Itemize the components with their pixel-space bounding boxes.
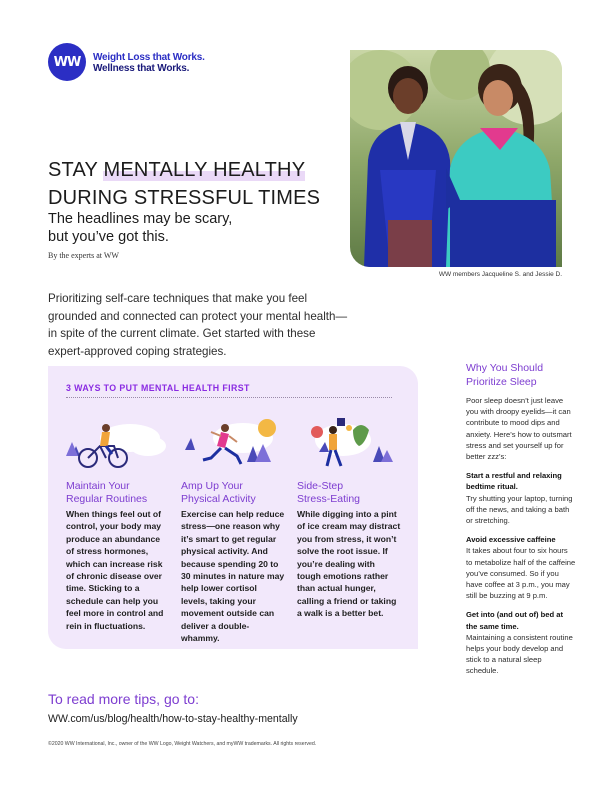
two-women-photo-illustration: [350, 50, 562, 267]
ww-logo: [48, 43, 86, 81]
way-body: While digging into a pint of ice cream may distract you from stress, it won’t solve the root issue. If you’re dealing with tough emotions rather than actual hunger, calling a friend or taking a walk is a better bet.: [297, 509, 401, 619]
runner-icon: [181, 416, 285, 472]
title-line-2: DURING STRESSFUL TIMES: [48, 187, 321, 209]
title-highlight: MENTALLY HEALTHY: [103, 159, 306, 181]
logo-text: WW: [53, 54, 81, 70]
dotted-divider: [66, 397, 392, 398]
page-title: [48, 156, 348, 212]
way-title: [181, 480, 285, 505]
title-line-1: [48, 156, 348, 184]
way-body: When things feel out of control, your body may produce an abundance of stress hormones, which can increase risk of chronic disease over time. Sticking to a schedule can help you feel more in control and rein in fluctuations.: [66, 509, 164, 631]
sleep-sidebar: [466, 362, 576, 677]
subtitle-line-2: but you’ve got this.: [48, 229, 169, 245]
title-prefix: STAY: [48, 159, 104, 181]
subtitle-line-1: The headlines may be scary,: [48, 211, 233, 227]
tip-heading: Avoid excessive caffeine: [466, 535, 556, 545]
hero-photo: [350, 50, 562, 267]
tip-body: It takes about four to six hours to metabolize half of the caffeine you’ve consumed. So if you have coffee at 3 p.m., you may still be buzzing at 9 p.m.: [466, 546, 576, 601]
sleep-tip: [466, 609, 576, 676]
photo-caption: WW members Jacqueline S. and Jessie D.: [438, 271, 562, 278]
sleep-tip: [466, 470, 576, 526]
sidebar-intro: Poor sleep doesn’t just leave you with droopy eyelids—it can contribute to mood dips and anxiety. Here’s how to outsmart stress and set yourself up for better zzz’s:: [466, 396, 572, 462]
byline: By the experts at WW: [48, 251, 119, 260]
ways-heading: 3 WAYS TO PUT MENTAL HEALTH FIRST: [66, 383, 250, 393]
tagline-line-1: Weight Loss that Works.: [93, 52, 205, 63]
way-item-eating: [297, 416, 401, 620]
subtitle: [48, 210, 308, 246]
way-item-routines: [66, 416, 170, 632]
tip-body: Maintaining a consistent routine helps your body develop and stick to a natural sleep schedule.: [466, 632, 573, 676]
cyclist-icon: [66, 416, 170, 472]
tip-body: Try shutting your laptop, turning off the news, and taking a bath or stretching.: [466, 493, 573, 526]
sidebar-title-line-1: Why You Should: [466, 362, 544, 374]
read-more-link[interactable]: WW.com/us/blog/health/how-to-stay-healthy-mentally: [48, 713, 298, 725]
tip-heading: Start a restful and relaxing bedtime ritual.: [466, 471, 562, 492]
way-body: Exercise can help reduce stress—one reason why it’s smart to get regular physical activity. And because spending 20 to 30 minutes in nature may help lower cortisol levels, taking your movement outside can deliver a double-whammy.: [181, 509, 285, 644]
way-title-line-2: Physical Activity: [181, 492, 256, 505]
way-title: [66, 480, 170, 505]
way-title: [297, 480, 401, 505]
copyright-notice: ©2020 WW International, Inc., owner of the WW Logo, Weight Watchers, and myWW trademarks. All rights reserved.: [48, 741, 317, 747]
way-title-line-1: Side-Step: [297, 480, 344, 492]
way-item-activity: [181, 416, 285, 644]
intro-paragraph: Prioritizing self-care techniques that make you feel grounded and connected can protect your mental health—in spite of the current climate. Get started with these expert-approved coping strategies.: [48, 292, 348, 358]
brand-tagline: [93, 52, 205, 74]
way-title-line-2: Regular Routines: [66, 492, 148, 505]
way-title-line-1: Amp Up Your: [181, 480, 243, 492]
sidebar-title-line-2: Prioritize Sleep: [466, 375, 537, 388]
way-title-line-1: Maintain Your: [66, 480, 130, 492]
sleep-tip: [466, 534, 576, 601]
read-more-label: To read more tips, go to:: [48, 691, 199, 707]
tagline-line-2: Wellness that Works.: [93, 63, 190, 74]
way-title-line-2: Stress-Eating: [297, 492, 361, 505]
walker-icon: [297, 416, 401, 472]
sidebar-title: [466, 362, 576, 389]
tip-heading: Get into (and out of) bed at the same time.: [466, 610, 564, 631]
